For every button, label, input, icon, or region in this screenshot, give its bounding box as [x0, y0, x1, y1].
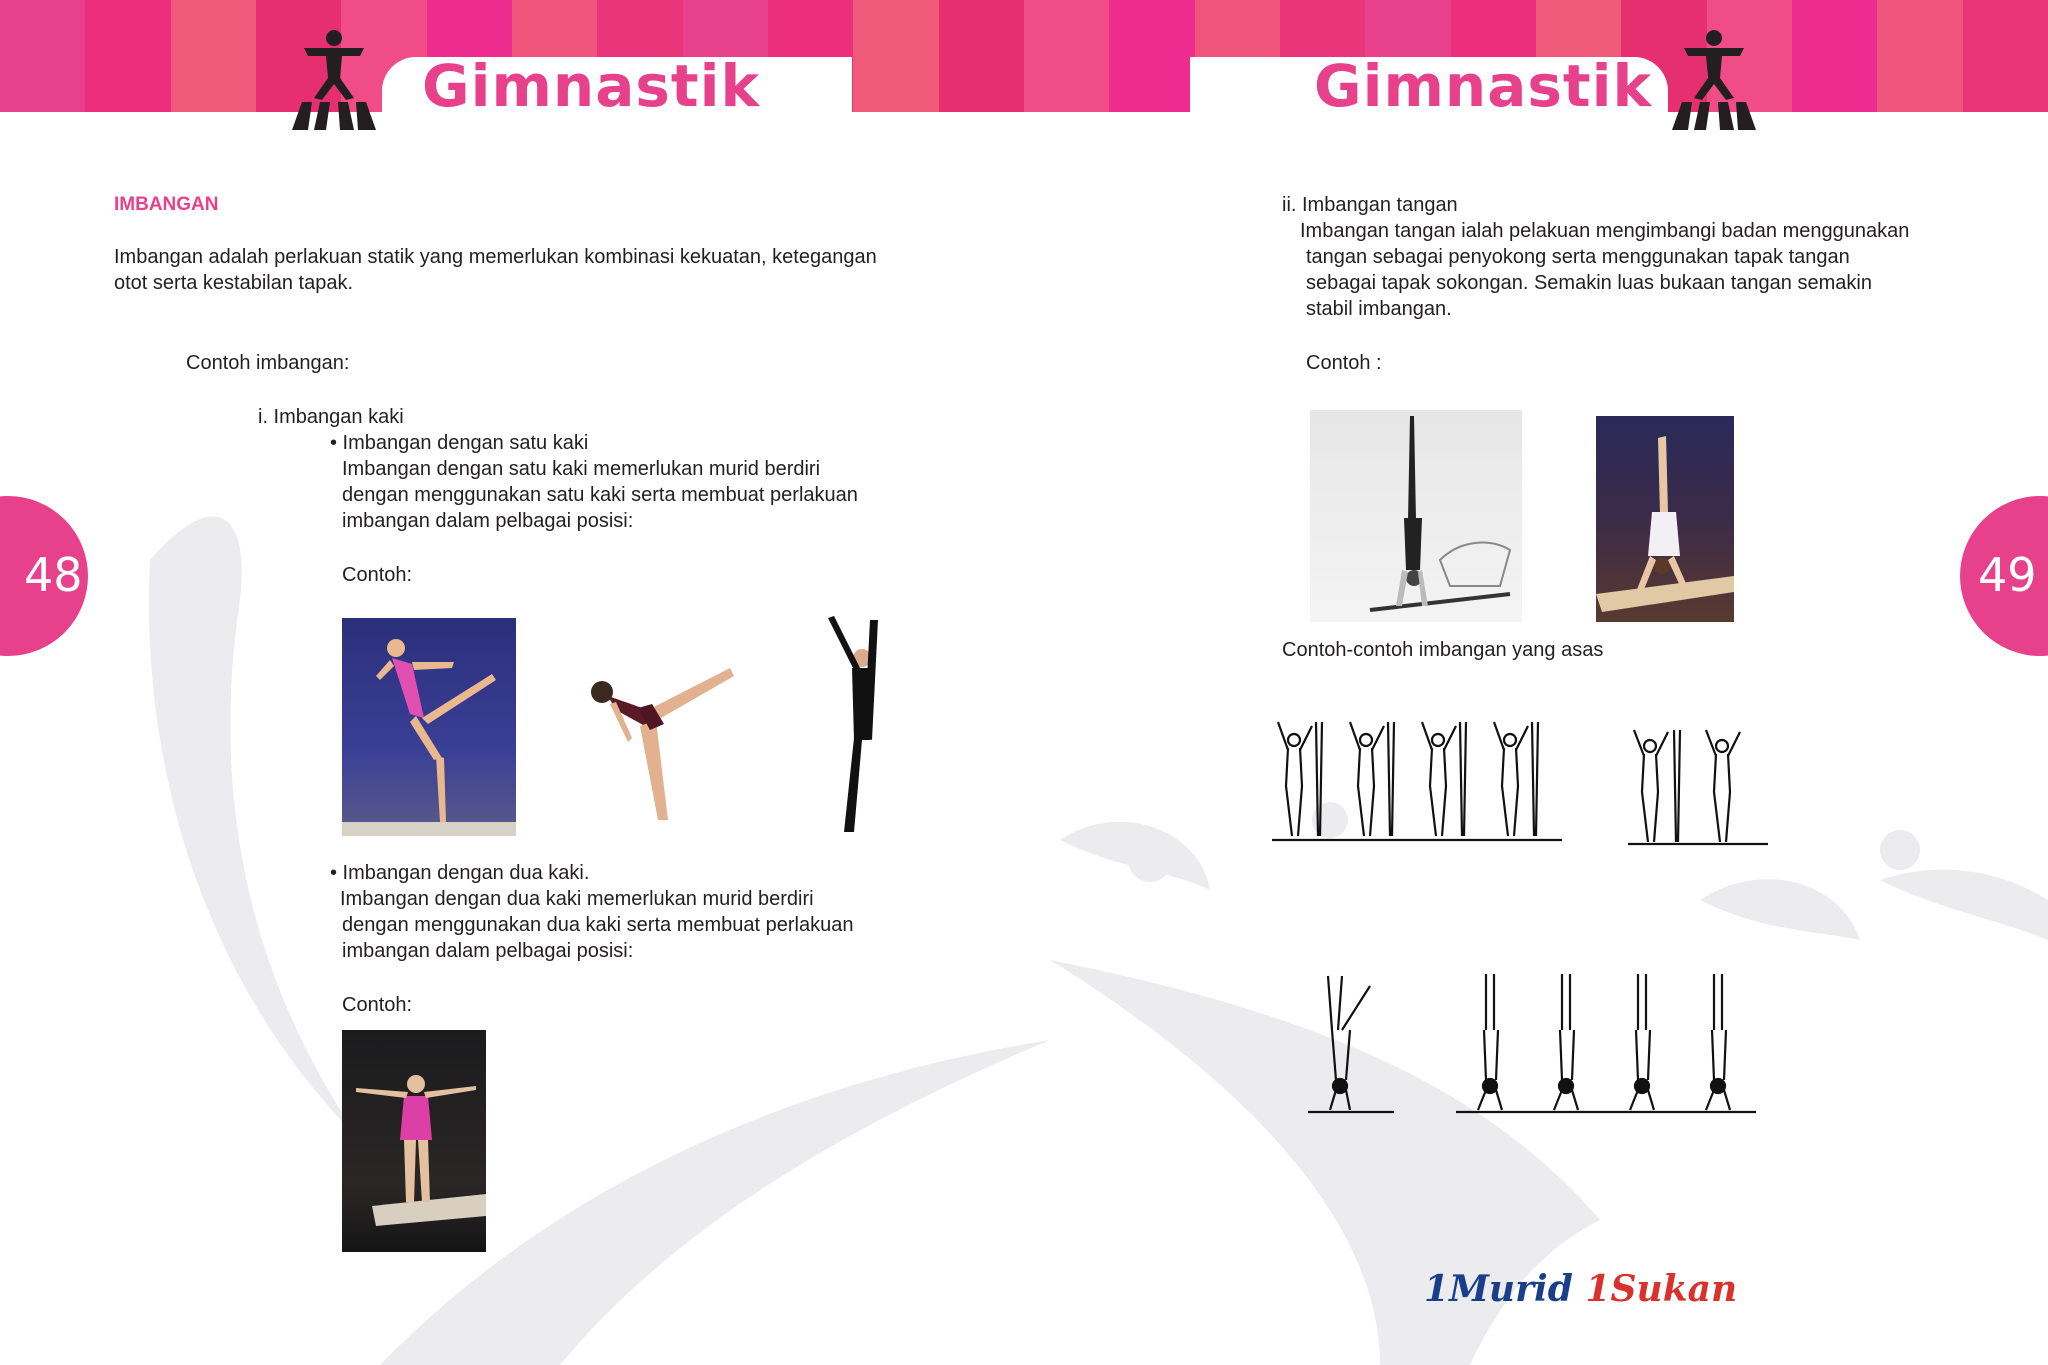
- gymnast-pyramid-icon: [284, 26, 384, 132]
- stacked-balance-diagram-row: [1456, 970, 1756, 1118]
- subheading-imbangan-tangan: ii. Imbangan tangan: [1282, 194, 1458, 216]
- bullet2-line: imbangan dalam pelbagai posisi:: [342, 940, 634, 962]
- logo-number: 1: [1424, 1268, 1450, 1310]
- tangan-line: stabil imbangan.: [1306, 298, 1452, 320]
- logo-word-sukan: Sukan: [1610, 1268, 1738, 1310]
- example-label: Contoh:: [342, 564, 413, 586]
- gymnast-photo-standing-split: [808, 610, 896, 840]
- figure-caption: Contoh-contoh imbangan yang asas: [1282, 639, 1604, 661]
- bullet2-line: dengan menggunakan dua kaki serta membuat perlakuan: [342, 914, 854, 936]
- bullet1-line: dengan menggunakan satu kaki serta membuat perlakuan: [342, 484, 858, 506]
- bullet1-line: imbangan dalam pelbagai posisi:: [342, 510, 634, 532]
- subheading-imbangan-kaki: i. Imbangan kaki: [258, 406, 404, 428]
- example-label: Contoh :: [1306, 352, 1382, 374]
- tangan-line: tangan sebagai penyokong serta menggunakan tapak tangan: [1306, 246, 1850, 268]
- logo-number: 1: [1585, 1268, 1611, 1310]
- left-page-title: Gimnastik: [422, 52, 761, 120]
- example-label: Contoh:: [342, 994, 413, 1016]
- right-page-number: 49: [1978, 548, 2037, 602]
- bullet1-line: Imbangan dengan satu kaki memerlukan murid berdiri: [342, 458, 821, 480]
- section-heading: IMBANGAN: [114, 194, 219, 215]
- intro-line: Imbangan adalah perlakuan statik yang memerlukan kombinasi kekuatan, ketegangan: [114, 246, 877, 268]
- pair-balance-diagram: [1272, 716, 1568, 846]
- tangan-line: Imbangan tangan ialah pelakuan mengimbangi badan menggunakan: [1300, 220, 1910, 242]
- right-page-title: Gimnastik: [1314, 52, 1653, 120]
- stacked-balance-diagram: [1306, 970, 1396, 1118]
- bullet-satu-kaki: • Imbangan dengan satu kaki: [330, 432, 589, 454]
- gymnast-photo-beam-arabesque: [342, 618, 516, 836]
- pair-balance-diagram-small: [1628, 726, 1768, 850]
- bullet-dua-kaki: • Imbangan dengan dua kaki.: [330, 862, 590, 884]
- 1murid-1sukan-logo: [1424, 1268, 1737, 1310]
- gymnast-photo-forward-scale: [580, 650, 750, 830]
- tangan-line: sebagai tapak sokongan. Semakin luas bukaan tangan semakin: [1306, 272, 1872, 294]
- handstand-photo-parallel-bars: [1310, 410, 1522, 622]
- left-page-number: 48: [24, 548, 83, 602]
- handstand-photo-beam: [1596, 416, 1734, 622]
- bullet2-line: Imbangan dengan dua kaki memerlukan murid berdiri: [340, 888, 814, 910]
- logo-word-murid: Murid: [1449, 1268, 1573, 1310]
- gymnast-pyramid-icon: [1664, 26, 1764, 132]
- gymnast-photo-beam-two-feet: [342, 1030, 486, 1252]
- examples-label: Contoh imbangan:: [186, 352, 350, 374]
- intro-line: otot serta kestabilan tapak.: [114, 272, 354, 294]
